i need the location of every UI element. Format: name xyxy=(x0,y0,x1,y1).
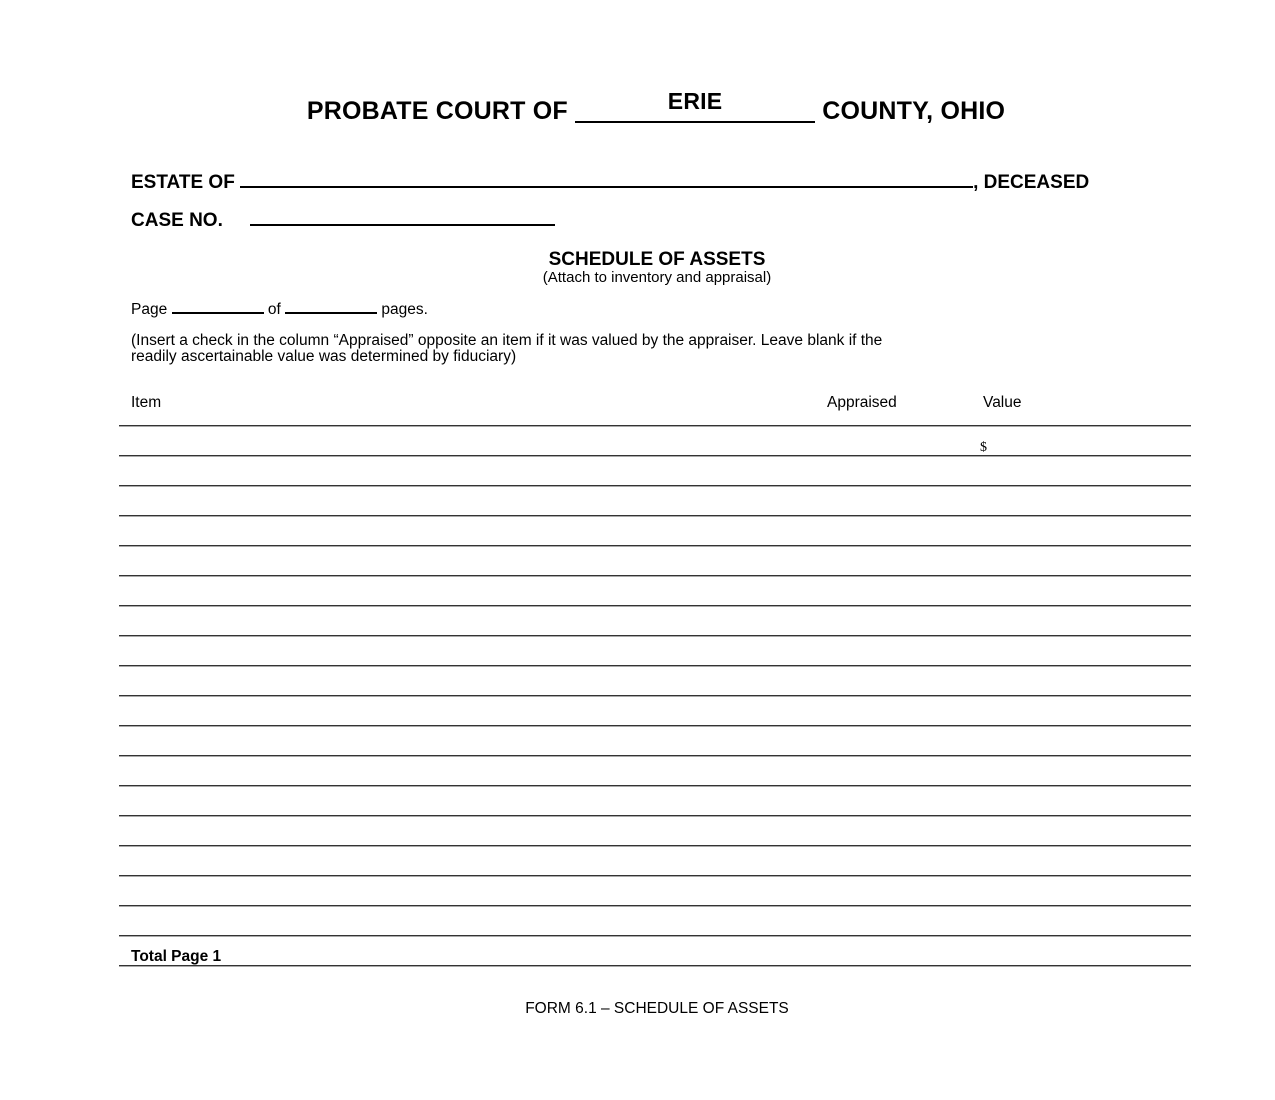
schedule-title: SCHEDULE OF ASSETS xyxy=(548,249,766,270)
instructions-line-2: readily ascertainable value was determined by fiduciary) xyxy=(131,348,517,365)
form-footer: FORM 6.1 – SCHEDULE OF ASSETS xyxy=(525,1000,789,1017)
deceased-label: , DECEASED xyxy=(973,172,1090,193)
table-row[interactable] xyxy=(119,846,1191,875)
case-label: CASE NO. xyxy=(131,210,223,231)
column-header-appraised: Appraised xyxy=(827,394,897,411)
court-title xyxy=(0,88,1275,126)
county-value: ERIE xyxy=(667,88,723,114)
page-number-field[interactable] xyxy=(172,300,264,314)
schedule-subtitle: (Attach to inventory and appraisal) xyxy=(542,269,772,286)
table-row[interactable] xyxy=(119,726,1191,755)
table-row[interactable] xyxy=(119,876,1191,905)
page-label: Page xyxy=(131,301,168,318)
of-label: of xyxy=(267,301,281,318)
total-pages-field[interactable] xyxy=(285,300,377,314)
table-row[interactable] xyxy=(119,576,1191,605)
table-row[interactable] xyxy=(119,456,1191,485)
court-prefix: PROBATE COURT OF xyxy=(306,97,568,125)
table-row[interactable] xyxy=(119,546,1191,575)
estate-label: ESTATE OF xyxy=(131,172,235,193)
instructions-line-1: (Insert a check in the column “Appraised” opposite an item if it was valued by the appraiser. Leave blank if the xyxy=(131,332,883,349)
case-row xyxy=(131,210,555,232)
table-row[interactable] xyxy=(119,426,1191,455)
estate-row xyxy=(131,172,1089,194)
currency-symbol: $ xyxy=(980,440,987,455)
total-row-line xyxy=(119,965,1191,967)
paging-row xyxy=(131,300,428,319)
table-row[interactable] xyxy=(119,666,1191,695)
table-row[interactable] xyxy=(119,516,1191,545)
county-field[interactable] xyxy=(575,88,815,123)
table-row[interactable] xyxy=(119,606,1191,635)
table-row[interactable] xyxy=(119,486,1191,515)
case-number-field[interactable] xyxy=(250,210,555,226)
table-row[interactable] xyxy=(119,636,1191,665)
table-row[interactable] xyxy=(119,696,1191,725)
total-page-label: Total Page 1 xyxy=(131,948,222,965)
table-row[interactable] xyxy=(119,906,1191,935)
table-row[interactable] xyxy=(119,756,1191,785)
table-row[interactable] xyxy=(119,786,1191,815)
estate-name-field[interactable] xyxy=(240,172,973,188)
column-header-item: Item xyxy=(131,394,162,411)
table-row[interactable] xyxy=(119,816,1191,845)
pages-label: pages. xyxy=(381,301,428,318)
total-row[interactable] xyxy=(119,936,1191,965)
court-suffix: COUNTY, OHIO xyxy=(822,97,1006,125)
column-header-value: Value xyxy=(983,394,1022,411)
